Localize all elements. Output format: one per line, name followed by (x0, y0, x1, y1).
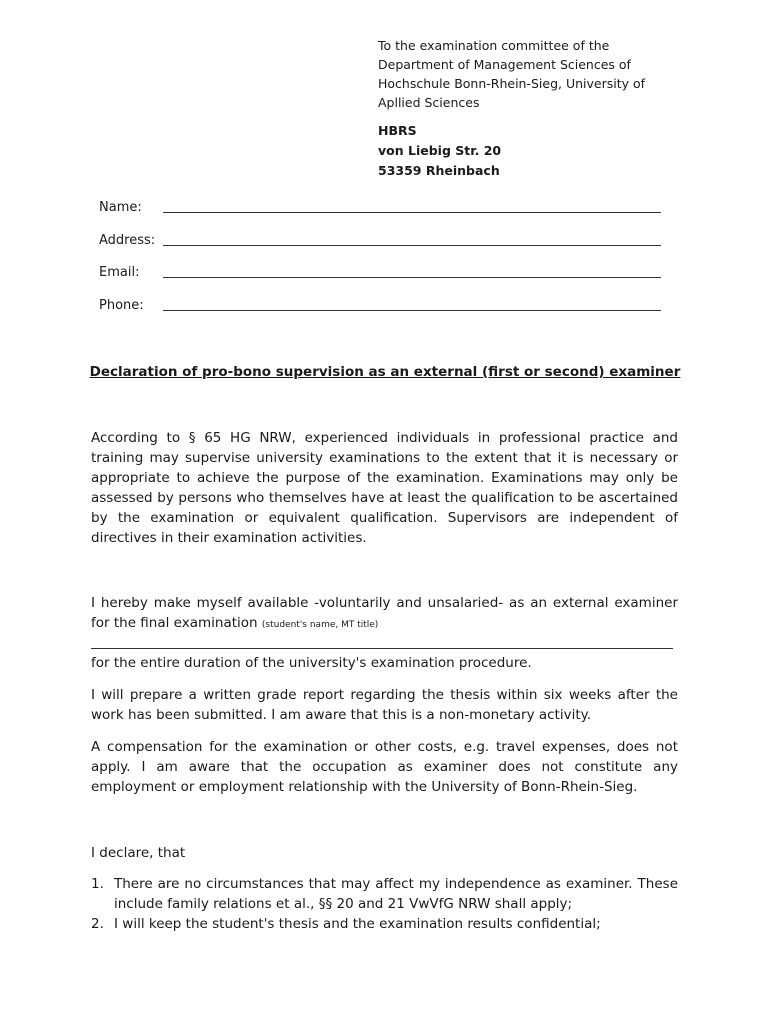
recipient-line: Department of Management Sciences of (378, 57, 631, 72)
address-field-row (99, 231, 661, 264)
student-name-line[interactable] (91, 648, 673, 649)
list-number: 2. (91, 916, 104, 932)
grade-report-paragraph: I will prepare a written grade report regarding the thesis within six weeks after the work has been submitted. I am aware that this is a non-monetary activity. (91, 687, 678, 723)
recipient-block (378, 36, 708, 112)
address-line: von Liebig Str. 20 (378, 143, 502, 158)
list-text: There are no circumstances that may affect my independence as examiner. These include family relations et al., §§ 20 and 21 VwVfG NRW shall apply; (114, 876, 678, 912)
name-field-row (99, 198, 661, 231)
declare-intro: I declare, that (91, 845, 186, 861)
name-label: Name: (99, 200, 142, 215)
email-field-line[interactable] (163, 277, 661, 278)
legal-basis-paragraph: According to § 65 HG NRW, experienced individuals in professional practice and training may supervise university examinations to the extent that it is necessary or appropriate to achieve the purpose of the examination. Examinations may only be assessed by persons who themselves have at least the qualification to be ascertained by the examination or equivalent qualification. Supervisors are independent of directives in their examination activities. (91, 430, 678, 546)
address-block (378, 121, 678, 181)
address-line: HBRS (378, 123, 417, 138)
recipient-line: Hochschule Bonn-Rhein-Sieg, University of (378, 76, 646, 91)
email-label: Email: (99, 265, 140, 280)
address-label: Address: (99, 232, 156, 248)
contact-fields (99, 198, 661, 328)
list-item (91, 874, 678, 914)
list-item (91, 914, 678, 934)
availability-note: (student's name, MT title) (261, 620, 379, 630)
list-number: 1. (91, 876, 104, 892)
email-field-row (99, 263, 661, 296)
phone-field-line[interactable] (163, 310, 661, 311)
recipient-line: To the examination committee of the (378, 38, 610, 53)
declaration-title: Declaration of pro-bono supervision as an external (first or second) examiner (89, 364, 681, 380)
availability-paragraph (91, 593, 678, 635)
availability-text: I hereby make myself available -voluntarily and unsalaried- as an external examiner for the final examination (91, 595, 678, 631)
list-text: I will keep the student's thesis and the examination results confidential; (114, 916, 601, 932)
compensation-paragraph: A compensation for the examination or other costs, e.g. travel expenses, does not apply. I am aware that the occupation as examiner does not constitute any employment or employment relationship with the University of Bonn-Rhein-Sieg. (91, 739, 678, 795)
address-field-line[interactable] (163, 245, 661, 246)
phone-label: Phone: (99, 297, 144, 313)
duration-paragraph: for the entire duration of the university's examination procedure. (91, 655, 532, 671)
declaration-list (91, 874, 678, 934)
phone-field-row (99, 296, 661, 329)
name-field-line[interactable] (163, 212, 661, 213)
recipient-line: Apllied Sciences (378, 95, 480, 110)
address-line: 53359 Rheinbach (378, 163, 500, 178)
